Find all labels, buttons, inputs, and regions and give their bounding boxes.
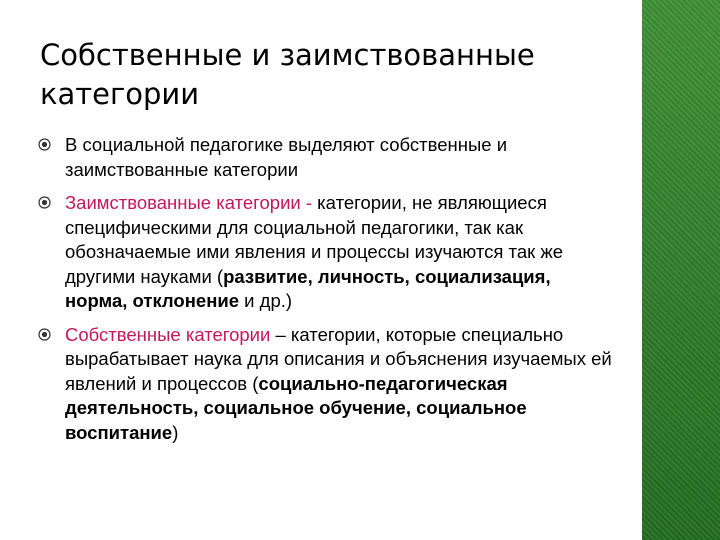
bullet-list [38, 133, 618, 445]
bullet-text: – категории, которые специально вырабатывает наука для описания и объяснения изучаемых ей явлений и процессов ( [65, 323, 612, 394]
bullet-item-3 [38, 323, 618, 446]
target-bullet-icon [38, 196, 51, 209]
bullet-text: В социальной педагогике выделяют собственные и заимствованные категории [65, 134, 508, 180]
bullet-tail: ) [172, 421, 179, 443]
term-own-categories: Собственные категории [65, 323, 271, 345]
bullet-examples: развитие, личность, социализация, норма, отклонение [65, 265, 551, 311]
bullet-item-2 [38, 191, 618, 314]
bullet-tail: и др.) [239, 290, 293, 311]
term-borrowed-categories: Заимствованные категории - [65, 192, 313, 213]
decorative-sidebar [642, 0, 720, 540]
bullet-examples: социально-педагогическая деятельность, социальное обучение, социальное воспитание [65, 372, 527, 443]
target-bullet-icon [38, 328, 51, 341]
slide-title: Собственные и заимствованные категории [40, 38, 535, 111]
bullet-text: категории, не являющиеся специфическими для социальной педагогики, так как обозначаемые ими явления и процессы изучаются так же другими науками ( [65, 192, 564, 287]
target-bullet-icon [38, 138, 51, 151]
bullet-item-1 [38, 133, 618, 182]
